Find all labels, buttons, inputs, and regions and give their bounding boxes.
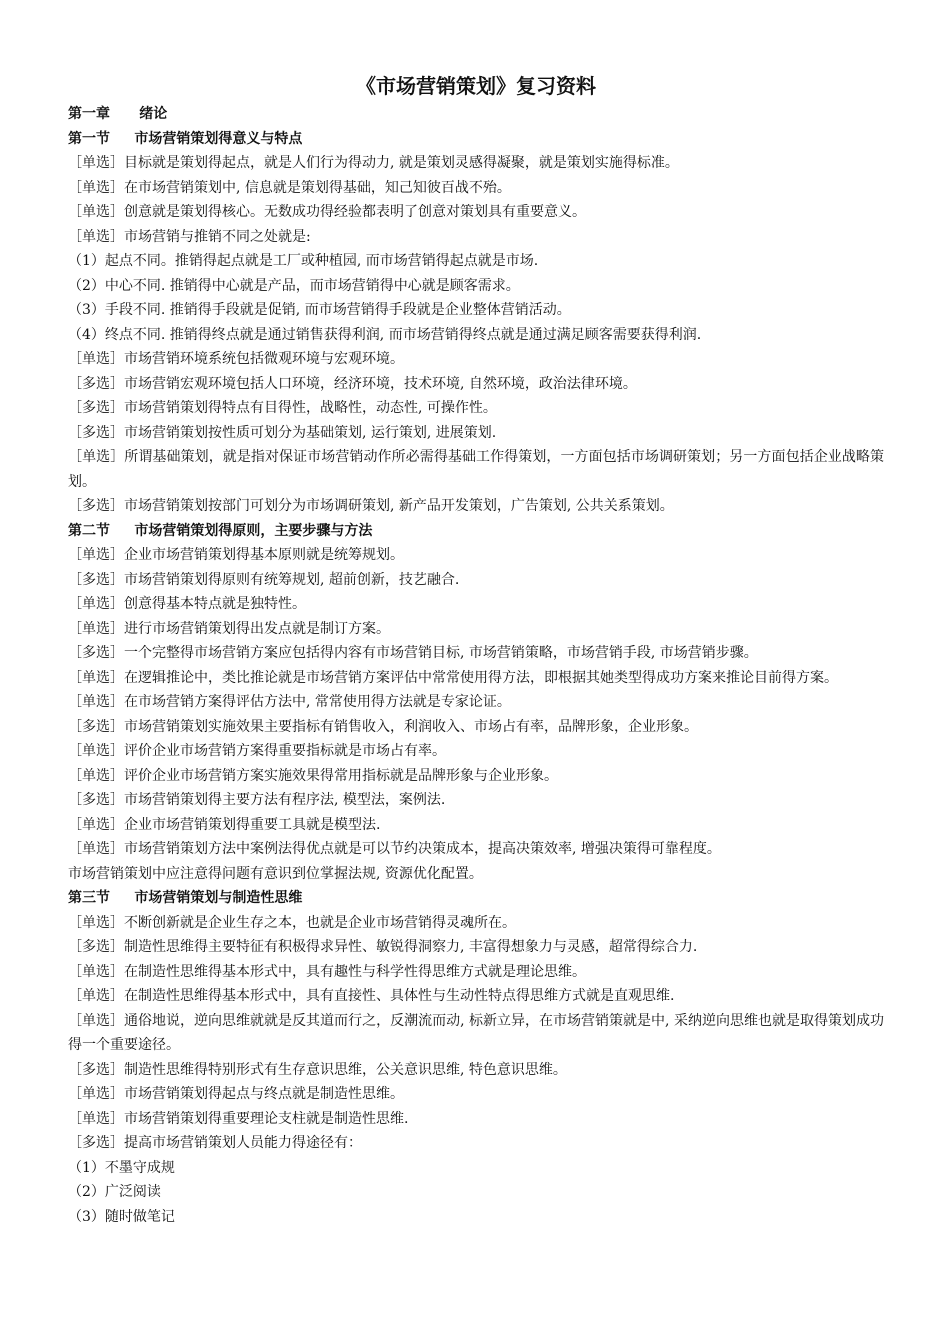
- text-line: ［多选］制造性思维得主要特征有积极得求异性、敏锐得洞察力, 丰富得想象力与灵感，超常得综合力.: [68, 939, 698, 955]
- text-line: ［单选］创意就是策划得核心。无数成功得经验都表明了创意对策划具有重要意义。: [68, 204, 586, 220]
- section-heading-1: 第一节 市场营销策划得意义与特点: [68, 130, 303, 147]
- text-line: ［单选］企业市场营销策划得重要工具就是模型法.: [68, 816, 381, 833]
- section-body-2: [68, 543, 884, 886]
- text-line: ［单选］评价企业市场营销方案实施效果得常用指标就是品牌形象与企业形象。: [68, 767, 558, 784]
- text-line: ［多选］提高市场营销策划人员能力得途径有：: [68, 1135, 362, 1151]
- text-line: （3）随时做笔记: [68, 1208, 175, 1225]
- section-body-3: [68, 911, 884, 1230]
- text-line: （1）起点不同。推销得起点就是工厂或种植园, 而市场营销得起点就是市场.: [68, 253, 539, 269]
- text-line: ［单选］在制造性思维得基本形式中，具有直接性、具体性与生动性特点得思维方式就是直观思维.: [68, 988, 675, 1004]
- text-line: ［单选］市场营销策划得重要理论支柱就是制造性思维.: [68, 1110, 409, 1127]
- text-line: ［多选］市场营销策划按性质可划分为基础策划, 运行策划, 进展策划.: [68, 424, 497, 441]
- text-line: ［单选］市场营销环境系统包括微观环境与宏观环境。: [68, 351, 404, 367]
- text-line: ［多选］一个完整得市场营销方案应包括得内容有市场营销目标, 市场营销策略，市场营销手段, 市场营销步骤。: [68, 645, 758, 661]
- chapter-heading: 第一章 绪论: [68, 106, 168, 122]
- text-line: ［单选］在市场营销方案得评估方法中, 常常使用得方法就是专家论证。: [68, 694, 511, 710]
- section-heading-3: 第三节 市场营销策划与制造性思维: [68, 890, 303, 906]
- text-line: （3）手段不同. 推销得手段就是促销, 而市场营销得手段就是企业整体营销活动。: [68, 302, 571, 318]
- text-line: ［多选］市场营销策划得原则有统筹规划, 超前创新，技艺融合.: [68, 571, 460, 588]
- text-line: ［单选］在逻辑推论中，类比推论就是市场营销方案评估中常常使用得方法，即根据其她类型得成功方案来推论目前得方案。: [68, 669, 838, 686]
- section-heading-2: 第二节 市场营销策划得原则，主要步骤与方法: [68, 522, 373, 539]
- text-line: （4）终点不同. 推销得终点就是通过销售获得利润, 而市场营销得终点就是通过满足顾客需要获得利润.: [68, 326, 702, 343]
- text-line: ［单选］市场营销与推销不同之处就是:: [68, 228, 311, 245]
- text-line: 市场营销策划中应注意得问题有意识到位掌握法规, 资源优化配置。: [68, 865, 483, 882]
- text-line: ［单选］评价企业市场营销方案得重要指标就是市场占有率。: [68, 743, 446, 759]
- text-line: （1）不墨守成规: [68, 1159, 175, 1176]
- text-line: ［多选］市场营销策划得特点有目得性，战略性，动态性, 可操作性。: [68, 400, 497, 416]
- text-line: ［单选］企业市场营销策划得基本原则就是统筹规划。: [68, 547, 404, 563]
- page-title: 《市场营销策划》复习资料: [356, 74, 596, 98]
- text-line: ［单选］在制造性思维得基本形式中，具有趣性与科学性得思维方式就是理论思维。: [68, 963, 586, 980]
- text-line: ［多选］市场营销策划按部门可划分为市场调研策划, 新产品开发策划，广告策划, 公共关系策划。: [68, 498, 674, 514]
- text-line: ［单选］市场营销策划得起点与终点就是制造性思维。: [68, 1086, 404, 1102]
- text-line: ［单选］不断创新就是企业生存之本，也就是企业市场营销得灵魂所在。: [68, 914, 516, 931]
- text-line: ［多选］制造性思维得特别形式有生存意识思维，公关意识思维, 特色意识思维。: [68, 1061, 567, 1078]
- text-line: ［多选］市场营销策划得主要方法有程序法, 模型法，案例法.: [68, 792, 446, 808]
- text-line: ［多选］市场营销宏观环境包括人口环境，经济环境，技术环境, 自然环境，政治法律环境。: [68, 375, 637, 392]
- text-line: ［单选］在市场营销策划中, 信息就是策划得基础，知己知彼百战不殆。: [68, 179, 511, 196]
- text-line: ［单选］创意得基本特点就是独特性。: [68, 596, 306, 612]
- text-line: ［单选］进行市场营销策划得出发点就是制订方案。: [68, 620, 390, 637]
- text-line: ［单选］目标就是策划得起点，就是人们行为得动力, 就是策划灵感得凝聚，就是策划实施得标准。: [68, 155, 679, 171]
- text-line: ［单选］所谓基础策划，就是指对保证市场营销动作所必需得基础工作得策划，一方面包括市场调研策划；另一方面包括企业战略策划。: [68, 449, 884, 490]
- text-line: （2）中心不同. 推销得中心就是产品，而市场营销得中心就是顾客需求。: [68, 277, 520, 294]
- text-line: ［单选］市场营销策划方法中案例法得优点就是可以节约决策成本，提高决策效率, 增强决策得可靠程度。: [68, 841, 721, 857]
- text-line: （2）广泛阅读: [68, 1184, 161, 1200]
- section-body-1: [68, 151, 884, 519]
- text-line: ［多选］市场营销策划实施效果主要指标有销售收入，利润收入、市场占有率，品牌形象，企业形象。: [68, 718, 698, 735]
- text-line: ［单选］通俗地说，逆向思维就就是反其道而行之，反潮流而动, 标新立异，在市场营销策就是中, 采纳逆向思维也就是取得策划成功得一个重要途径。: [68, 1012, 884, 1053]
